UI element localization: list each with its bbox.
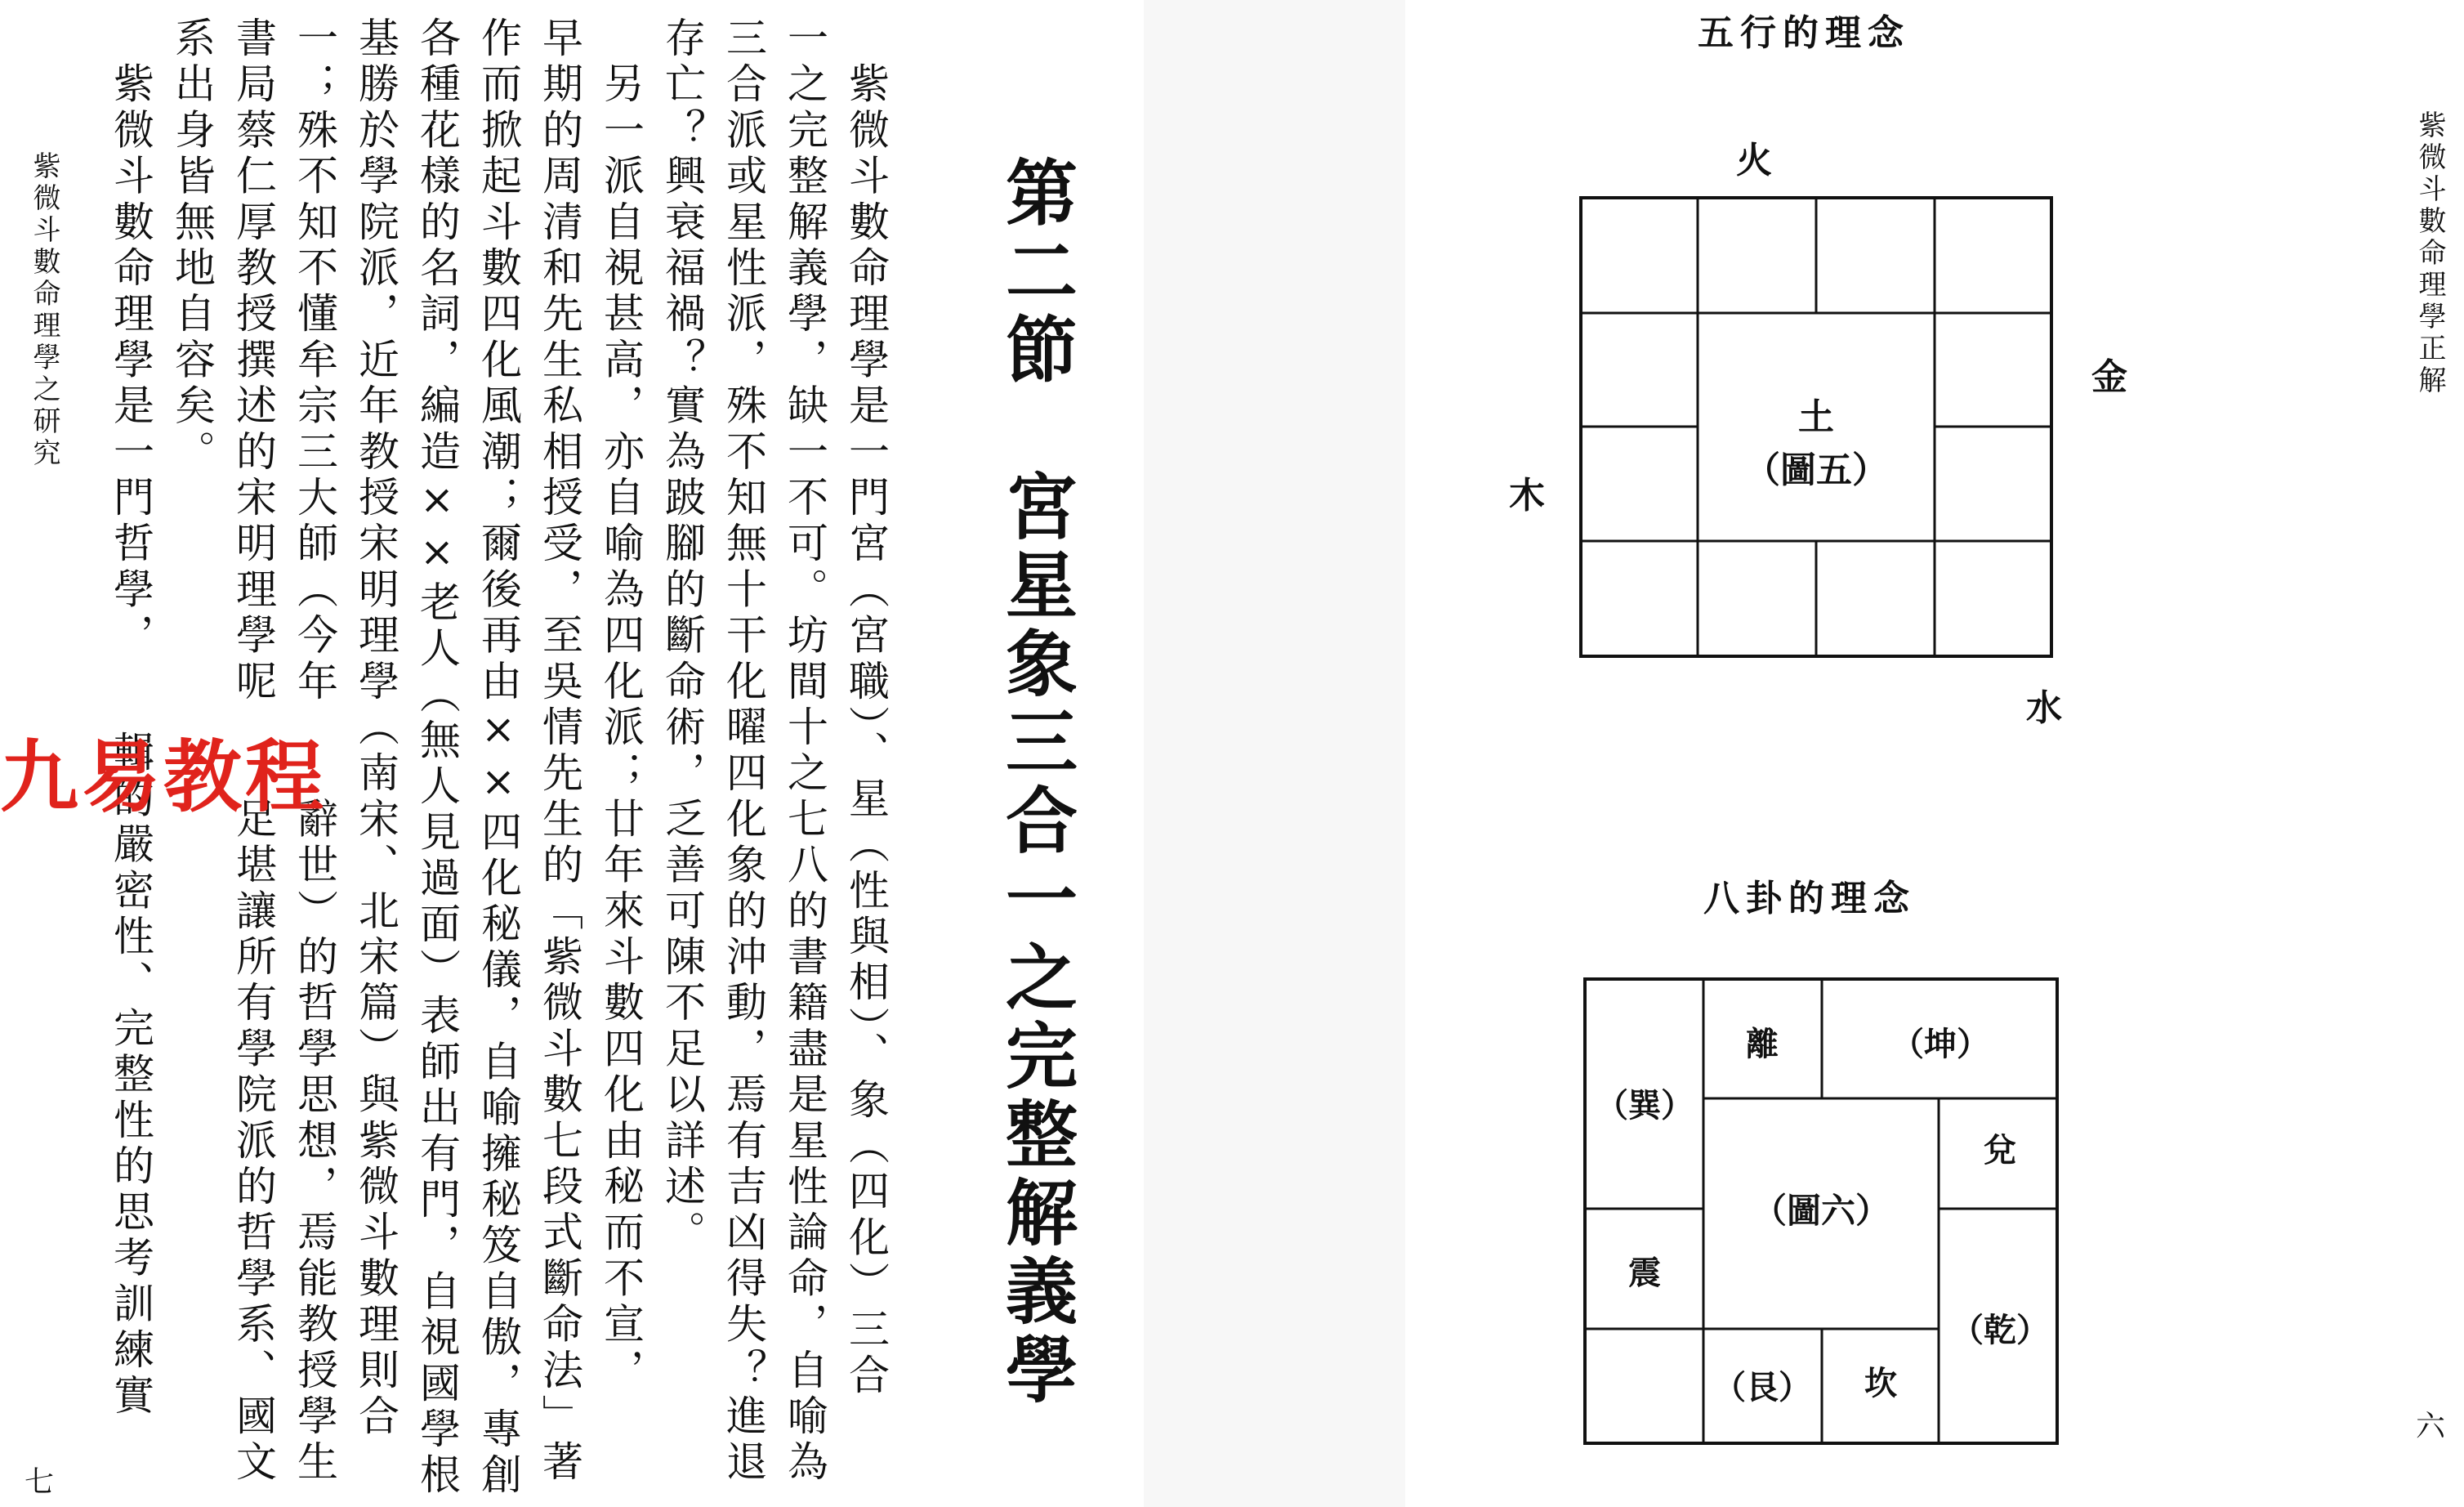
text-column: 紫微斗數命理學是一門哲學， 輯的嚴密性、完整性的思考訓練實 xyxy=(107,16,154,1420)
running-head-left: 紫微斗數命理學之研究 xyxy=(28,151,60,470)
bagua-xun-label: （巽） xyxy=(1596,1087,1694,1125)
bagua-kan-label: 坎 xyxy=(1864,1365,1897,1402)
bagua-zhen-label: 震 xyxy=(1628,1254,1661,1292)
text-column: 一；殊不知不懂牟宗三大師（今年 辭世）的哲學思想，焉能教授學生 xyxy=(291,16,338,1487)
right-page xyxy=(1405,0,2464,1507)
bagua-title: 八卦的理念 xyxy=(1703,878,1916,919)
text-column: 早期的周清和先生私相授受，至吳情先生的「紫微斗數七段式斷命法」著 xyxy=(536,16,583,1487)
book-gutter xyxy=(1144,0,1405,1507)
bagua-figure-caption: （圖六） xyxy=(1752,1191,1890,1231)
bagua-grid xyxy=(1583,977,2059,1445)
text-column: 各種花樣的名詞，編造××老人（無人見過面）表師出有門，自視國學根 xyxy=(413,16,461,1500)
wuxing-earth-label: 土 xyxy=(1798,396,1834,438)
wuxing-wood-label: 木 xyxy=(1509,475,1545,516)
text-column: 紫微斗數命理學是一門宮（宮職）、星（性與相）、象（四化）三合 xyxy=(842,16,890,1400)
bagua-kun-label: （坤） xyxy=(1891,1026,1989,1063)
watermark-banner: 九易教程 xyxy=(0,731,327,823)
wuxing-fire-label: 火 xyxy=(1736,140,1772,181)
text-column: 書局蔡仁厚教授撰述的宋明理學呢 足堪讓所有學院派的哲學系、國文 xyxy=(230,16,277,1487)
wuxing-water-label: 水 xyxy=(2026,687,2062,729)
bagua-gen-label: （艮） xyxy=(1713,1369,1811,1406)
text-column: 系出身皆無地自容矣。 xyxy=(168,16,216,476)
section-heading: 第二節 宮星象三合一之完整解義學 xyxy=(994,155,1079,1411)
running-head-right: 紫微斗數命理學正解 xyxy=(2413,110,2446,397)
bagua-dui-label: 兌 xyxy=(1984,1132,2016,1169)
text-column: 另一派自視甚高，亦自喻為四化派；廿年來斗數四化由秘而不宣， xyxy=(597,16,645,1394)
wuxing-metal-label: 金 xyxy=(2091,356,2127,398)
page-number-left: 七 xyxy=(25,1465,55,1499)
wuxing-figure-caption: （圖五） xyxy=(1744,449,1888,491)
text-column: 基勝於學院派，近年教授宋明理學（南宋、北宋篇）與紫微斗數理則合 xyxy=(352,16,400,1441)
text-column: 存亡？興衰福禍？實為跛腳的斷命術，乏善可陳不足以詳述。 xyxy=(658,16,706,1257)
page-number-right: 六 xyxy=(2416,1410,2446,1443)
text-column: 一之完整解義學，缺一不可。坊間十之七八的書籍盡是星性論命，自喻為 xyxy=(781,16,828,1487)
text-column: 作而掀起斗數四化風潮；爾後再由××四化秘儀，自喻擁秘笈自傲，專創 xyxy=(475,16,522,1500)
text-column: 三合派或星性派，殊不知無十干化曜四化象的沖動，焉有吉凶得失？進退 xyxy=(720,16,767,1487)
bagua-qian-label: （乾） xyxy=(1951,1312,2049,1349)
wuxing-grid xyxy=(1579,196,2053,658)
wuxing-title: 五行的理念 xyxy=(1698,12,1910,54)
bagua-li-label: 離 xyxy=(1746,1026,1779,1063)
